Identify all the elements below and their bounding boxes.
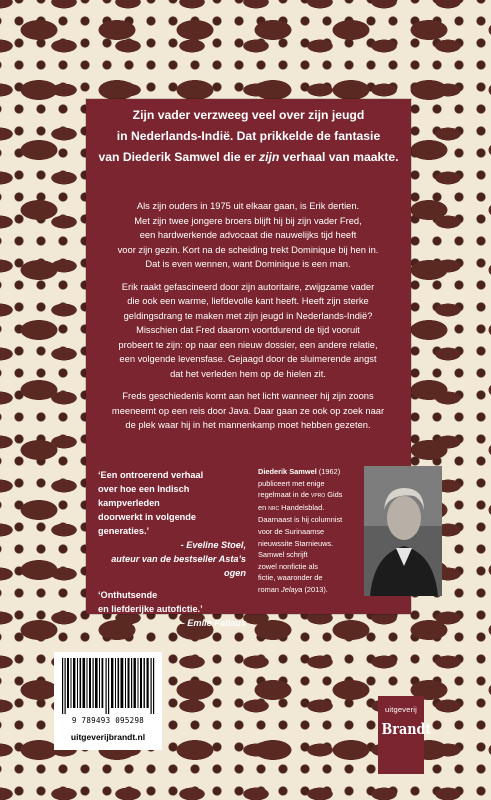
author-photo bbox=[364, 466, 442, 596]
blurb bbox=[92, 199, 404, 441]
paragraph: Als zijn ouders in 1975 uit elkaar gaan, is Erik dertien. Met zijn twee jongere broers blijft hij bij zijn vader Fred, een hardwerkende advocaat die nauwelijks tijd heeft voor zijn gezin. Kort na de scheiding trekt Dominique bij hen in. Dat is even wennen, want Dominique is een man. bbox=[117, 201, 379, 269]
review-quotes bbox=[98, 468, 246, 638]
author-bio: Diederik Samwel (1962) publiceert met enige regelmaat in de vpro Gids en nrc Handelsblad. Daarnaast is hij columnist voor de Surinaamse nieuwssite Starnieuws. Samwel schrijft zowel nonfictie als fictie, waaronder de roman Jelaya (2013). bbox=[258, 467, 343, 594]
paragraph: Erik raakt gefascineerd door zijn autoritaire, zwijgzame vader die ook een warme, liefdevolle kant heeft. Heeft zijn sterke geldingsdrang te maken met zijn jeugd in Nederlands-Indië? Misschien dat Fred daarom voortdurend de tijd vooruit probeert te zijn: op naar een nieuw dossier, een andere relatie, een volgende levensfase. Gejaagd door de sluimerende angst dat het verleden hem op de hielen zit. bbox=[118, 281, 378, 379]
publisher-logo-big: Brandt bbox=[381, 720, 432, 738]
publisher-logo-small: uitgeverij bbox=[384, 705, 417, 714]
lead-line: Zijn vader verzweeg veel over zijn jeugd bbox=[132, 108, 365, 122]
lead-line: in Nederlands-Indië. Dat prikkelde de fantasie bbox=[116, 129, 381, 143]
barcode-box bbox=[54, 652, 162, 750]
publisher-website: uitgeverijbrandt.nl bbox=[70, 732, 146, 742]
barcode bbox=[60, 658, 156, 714]
review-quote: ‘Een ontroerend verhaal over hoe een Indisch kampverleden doorwerkt in volgende generaties.’ - Eveline Stoel, auteur van de bestseller Asta’s ogen bbox=[98, 470, 246, 578]
paragraph: Freds geschiedenis komt aan het licht wanneer hij zijn zoons meeneemt op een reis door Java. Daar gaan ze ook op zoek naar de plek waar hij in het mannenkamp moet hebben gezeten. bbox=[111, 391, 385, 430]
isbn-number: 9 789493 095298 bbox=[71, 716, 145, 725]
lead-line: van Diederik Samwel die er zijn verhaal van maakte. bbox=[98, 150, 399, 164]
review-quote: ‘Onthutsende en liefderijke autofictie.’ – Emile Fallaux bbox=[98, 590, 246, 628]
publisher-logo bbox=[378, 696, 432, 774]
lead-text bbox=[86, 105, 411, 168]
